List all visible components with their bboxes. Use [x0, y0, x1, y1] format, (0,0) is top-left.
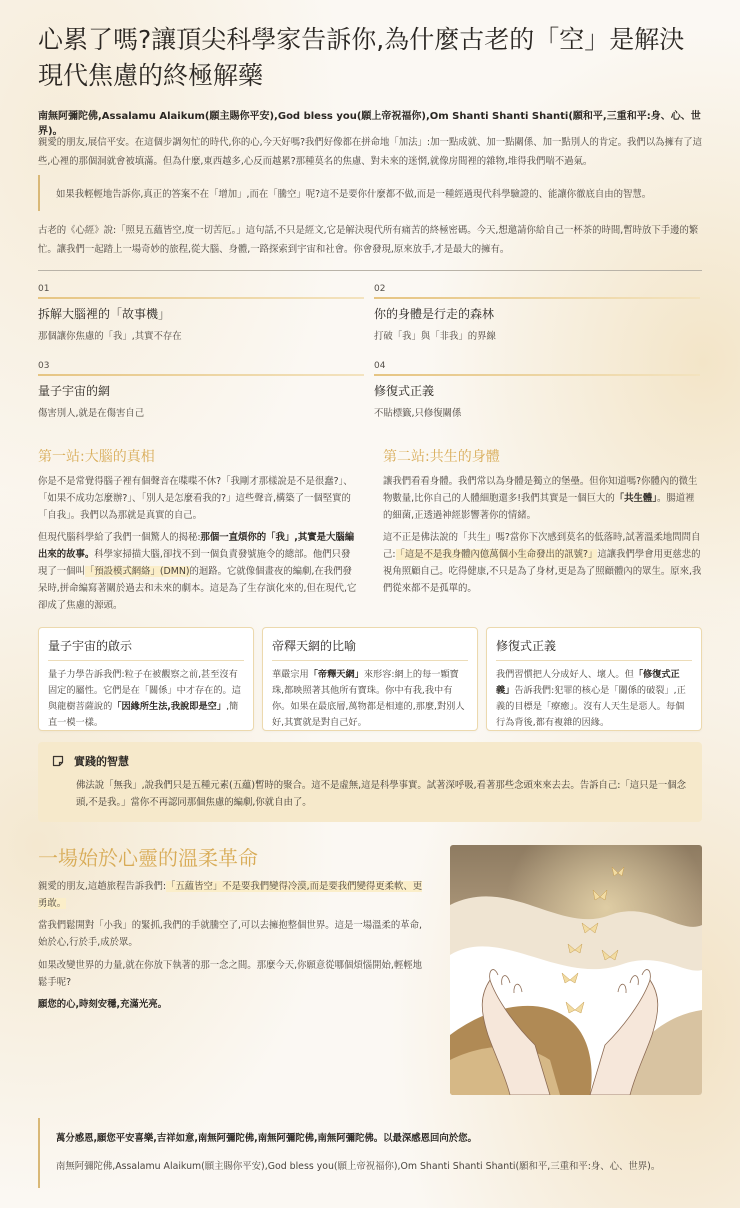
toc-title: 拆解大腦裡的「故事機」 [38, 307, 171, 321]
note-icon [52, 755, 64, 767]
toc-subtitle: 不貼標籤,只修復關係 [374, 408, 462, 419]
toc-line [38, 374, 364, 376]
emphasis-text: 「修復式正義」 [496, 669, 680, 696]
toc-subtitle: 打破「我」與「非我」的界線 [374, 331, 496, 342]
card-body [272, 667, 468, 731]
text-run: 來形容:網上的每一顆寶珠,都映照著其他所有寶珠。你中有我,我中有你。如果在最底層,萬物都是相連的,那麼,對別人好,其實就是對自己好。 [272, 669, 465, 728]
text-run: 但現代腦科學給了我們一個驚人的揭秘: [38, 532, 201, 543]
card-body [48, 667, 244, 731]
toc-title: 你的身體是行走的森林 [374, 307, 495, 321]
heart-sutra-paragraph: 古老的《心經》說:「照見五蘊皆空,度一切苦厄。」這句話,不只是經文,它是解決現代所有痛苦的終極密碼。今天,想邀請你給自己一杯茶的時間,暫時放下手邊的繁忙。讓我們一起踏上一場奇妙的旅程,從大腦、身體,一路探索到宇宙和社會。你會發現,原來放手,才是最大的擁有。 [38, 225, 699, 255]
text-run: 華嚴宗用 [272, 669, 309, 680]
toc-line [374, 297, 700, 299]
text-run: 我們習慣把人分成好人、壞人。但 [496, 669, 634, 680]
station-2-title: 第二站:共生的身體 [383, 449, 500, 465]
toc-line [38, 297, 364, 299]
toc-number: 02 [374, 284, 386, 294]
practice-header [52, 753, 688, 769]
toc-number: 04 [374, 361, 386, 371]
revolution-blessing: 願您的心,時刻安穩,充滿光亮。 [38, 999, 167, 1010]
closing-greeting: 南無阿彌陀佛,Assalamu Alaikum(願主賜你平安),God bless you(願上帝祝福你),Om Shanti Shanti Shanti(願和平,三重和平:身、心、世界)。 [56, 1161, 661, 1172]
text-run: 。腸道裡的細菌,正透過神經影響著你的情緒。 [383, 493, 695, 521]
card-title: 量子宇宙的啟示 [48, 637, 244, 661]
toc-title: 量子宇宙的網 [38, 384, 111, 398]
text-run: 量子力學告訴我們:粒子在被觀察之前,甚至沒有固定的屬性。它們是在「關係」中才存在的。這與龍樹菩薩說的 [48, 669, 241, 712]
card-restorative-justice [486, 627, 702, 731]
highlight-text: 「五蘊皆空」不是要我們變得冷漠,而是要我們變得更柔軟、更勇敢。 [38, 881, 423, 909]
highlight-text: 「預設模式網絡」(DMN) [84, 566, 190, 577]
emphasis-text: 「帝釋天網」 [308, 669, 364, 680]
closing-dedication: 萬分感恩,願您平安喜樂,吉祥如意,南無阿彌陀佛,南無阿彌陀佛,南無阿彌陀佛。以最深感恩回向於您。 [56, 1133, 477, 1144]
toc-number: 03 [38, 361, 50, 371]
practice-body: 佛法說「無我」,說我們只是五種元素(五蘊)暫時的聚合。這不是虛無,這是科學事實。試著深呼吸,看著那些念頭來來去去。告訴自己:「這只是一個念頭,不是我。」當你不再認同那個焦慮的編劇,你就自由了。 [76, 780, 687, 808]
toc-item-04 [374, 347, 700, 421]
closing-block [38, 1118, 704, 1188]
practice-heading: 實踐的智慧 [74, 755, 129, 768]
toc-number: 01 [38, 284, 50, 294]
emphasis-text: 「因緣所生法,我說即是空」 [112, 701, 227, 712]
card-indra-net [262, 627, 478, 731]
text-run: 告訴我們:犯罪的核心是「關係的破裂」,正義的目標是「療癒」。沒有人天生是惡人。每個行為背後,都有複雜的因緣。 [496, 685, 686, 728]
revolution-paragraph-3: 如果改變世界的力量,就在你放下執著的那一念之間。那麼今天,你願意從哪個煩惱開始,輕輕地鬆手呢? [38, 960, 422, 988]
text-run: 的迴路。它就像個畫夜的編劇,在我們發呆時,拼命編寫著關於過去和未來的劇本。這是為了生存演化來的,但在現代,它卻成了焦慮的源頭。 [38, 566, 357, 611]
opening-paragraph: 親愛的朋友,展信平安。在這個步調匆忙的時代,你的心,今天好嗎?我們好像都在拼命地「加法」:加一點成就、加一點關係、加一點別人的肯定。我們以為擁有了這些,心裡的那個洞就會被填滿。但為什麼,東西越多,心反而越累?那種莫名的焦慮、對未來的迷惘,就像房間裡的雜物,堆得我們喘不過氣。 [38, 137, 702, 167]
emphasis-text: 那個一直煩你的「我」,其實是大腦編出來的故事。 [38, 532, 355, 560]
station-2-paragraph-2 [383, 529, 703, 597]
quote-text: 如果我輕輕地告訴你,真正的答案不在「增加」,而在「騰空」呢?這不是要你什麼都不做,而是一種經過現代科學驗證的、能讓你徹底自由的智慧。 [56, 189, 652, 200]
card-quantum [38, 627, 254, 731]
toc-subtitle: 傷害別人,就是在傷害自己 [38, 408, 145, 419]
station-2-paragraph-1 [383, 473, 703, 524]
revolution-title: 一場始於心靈的溫柔革命 [38, 846, 258, 870]
card-title: 修復式正義 [496, 637, 692, 661]
quote-block [38, 175, 704, 211]
text-run: 這不正是佛法說的「共生」嗎?當你下次感到莫名的低落時,試著溫柔地問問自己: [383, 532, 701, 560]
intro-greeting: 南無阿彌陀佛,Assalamu Alaikum(願主賜你平安),God bless you(願上帝祝福你),Om Shanti Shanti Shanti(願和平,三重和平:身、心、世界)。 [38, 111, 701, 137]
highlight-text: 「這是不是我身體內億萬個小生命發出的訊號?」 [395, 549, 598, 560]
text-run: 親愛的朋友,這趟旅程告訴我們: [38, 881, 167, 892]
toc-line [374, 374, 700, 376]
page-title: 心累了嗎?讓頂尖科學家告訴你,為什麼古老的「空」是解決現代焦慮的終極解藥 [38, 25, 685, 90]
revolution-paragraph-1 [38, 878, 428, 912]
card-title: 帝釋天網的比喻 [272, 637, 468, 661]
station-1-title: 第一站:大腦的真相 [38, 449, 155, 465]
toc-item-01 [38, 270, 364, 344]
illustration-image [450, 845, 702, 1095]
revolution-paragraph-2: 當我們鬆開對「小我」的緊抓,我們的手就騰空了,可以去擁抱整個世界。這是一場溫柔的革命,始於心,行於手,成於眾。 [38, 920, 422, 948]
emphasis-text: 「共生體」 [614, 493, 657, 504]
toc-title: 修復式正義 [374, 384, 435, 398]
text-run: 這讓我們學會用更慈悲的視角照顧自己。吃得健康,不只是為了身材,更是為了照顧體內的眾生。原來,我們從來都不是孤單的。 [383, 549, 702, 594]
text-run: 科學家掃描大腦,卻找不到一個負責發號施令的總部。他們只發現了一個叫 [38, 549, 351, 577]
toc-item-03 [38, 347, 364, 421]
hands-butterflies-illustration [450, 845, 702, 1095]
card-body [496, 667, 692, 731]
toc-subtitle: 那個讓你焦慮的「我」,其實不存在 [38, 331, 182, 342]
text-run: 讓我們看看身體。我們常以為身體是獨立的堡壘。但你知道嗎?你體內的微生物數量,比你自己的人體細胞還多!我們其實是一個巨大的 [383, 476, 698, 504]
text-run: ,簡直一模一樣。 [48, 701, 239, 728]
practice-box [38, 742, 702, 822]
station-1-paragraph-2 [38, 529, 358, 614]
station-1-paragraph-1: 你是不是常覺得腦子裡有個聲音在喋喋不休?「我剛才那樣說是不是很蠢?」、「如果不成功怎麼辦?」、「別人是怎麼看我的?」這些聲音,構築了一個堅實的「自我」。我們以為那就是真實的自己。 [38, 476, 353, 521]
toc-item-02 [374, 270, 700, 344]
